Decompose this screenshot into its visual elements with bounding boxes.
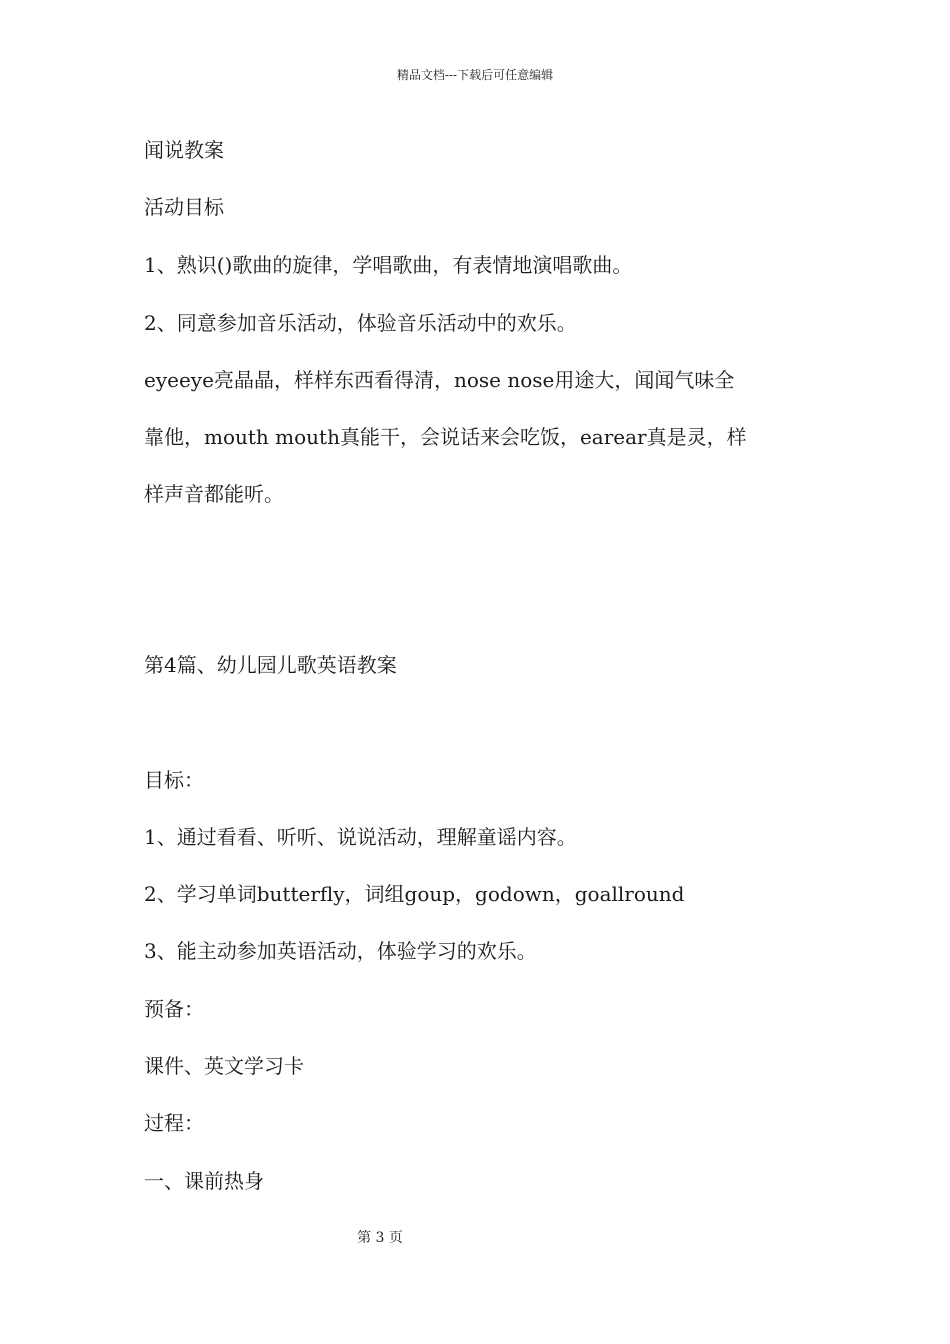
page-header: 精品文档---下载后可任意编辑 — [396, 68, 554, 82]
text-line: 课件、英文学习卡 — [144, 1054, 304, 1078]
text-line: eyeeye亮晶晶，样样东西看得清，nose nose用途大，闻闻气味全 — [144, 368, 735, 392]
text-line: 一、课前热身 — [144, 1169, 264, 1193]
text-line: 1、通过看看、听听、说说活动，理解童谣内容。 — [144, 825, 577, 849]
text-line: 靠他，mouth mouth真能干，会说话来会吃饭，earear真是灵，样 — [144, 425, 747, 449]
page-number: 第 3 页 — [357, 1230, 403, 1246]
section-heading: 第4篇、幼儿园儿歌英语教案 — [144, 653, 397, 677]
text-line: 2、学习单词butterfly，词组goup，godown，goallround — [144, 882, 685, 906]
text-line: 3、能主动参加英语活动，体验学习的欢乐。 — [144, 939, 537, 963]
text-line: 样声音都能听。 — [144, 482, 284, 506]
text-line: 2、同意参加音乐活动，体验音乐活动中的欢乐。 — [144, 311, 577, 335]
text-line: 过程： — [144, 1111, 204, 1135]
text-line: 闻说教案 — [144, 138, 224, 162]
text-line: 目标： — [144, 768, 204, 792]
text-line: 1、熟识()歌曲的旋律，学唱歌曲，有表情地演唱歌曲。 — [144, 253, 633, 277]
text-line: 预备： — [144, 997, 204, 1021]
text-line: 活动目标 — [144, 195, 224, 219]
